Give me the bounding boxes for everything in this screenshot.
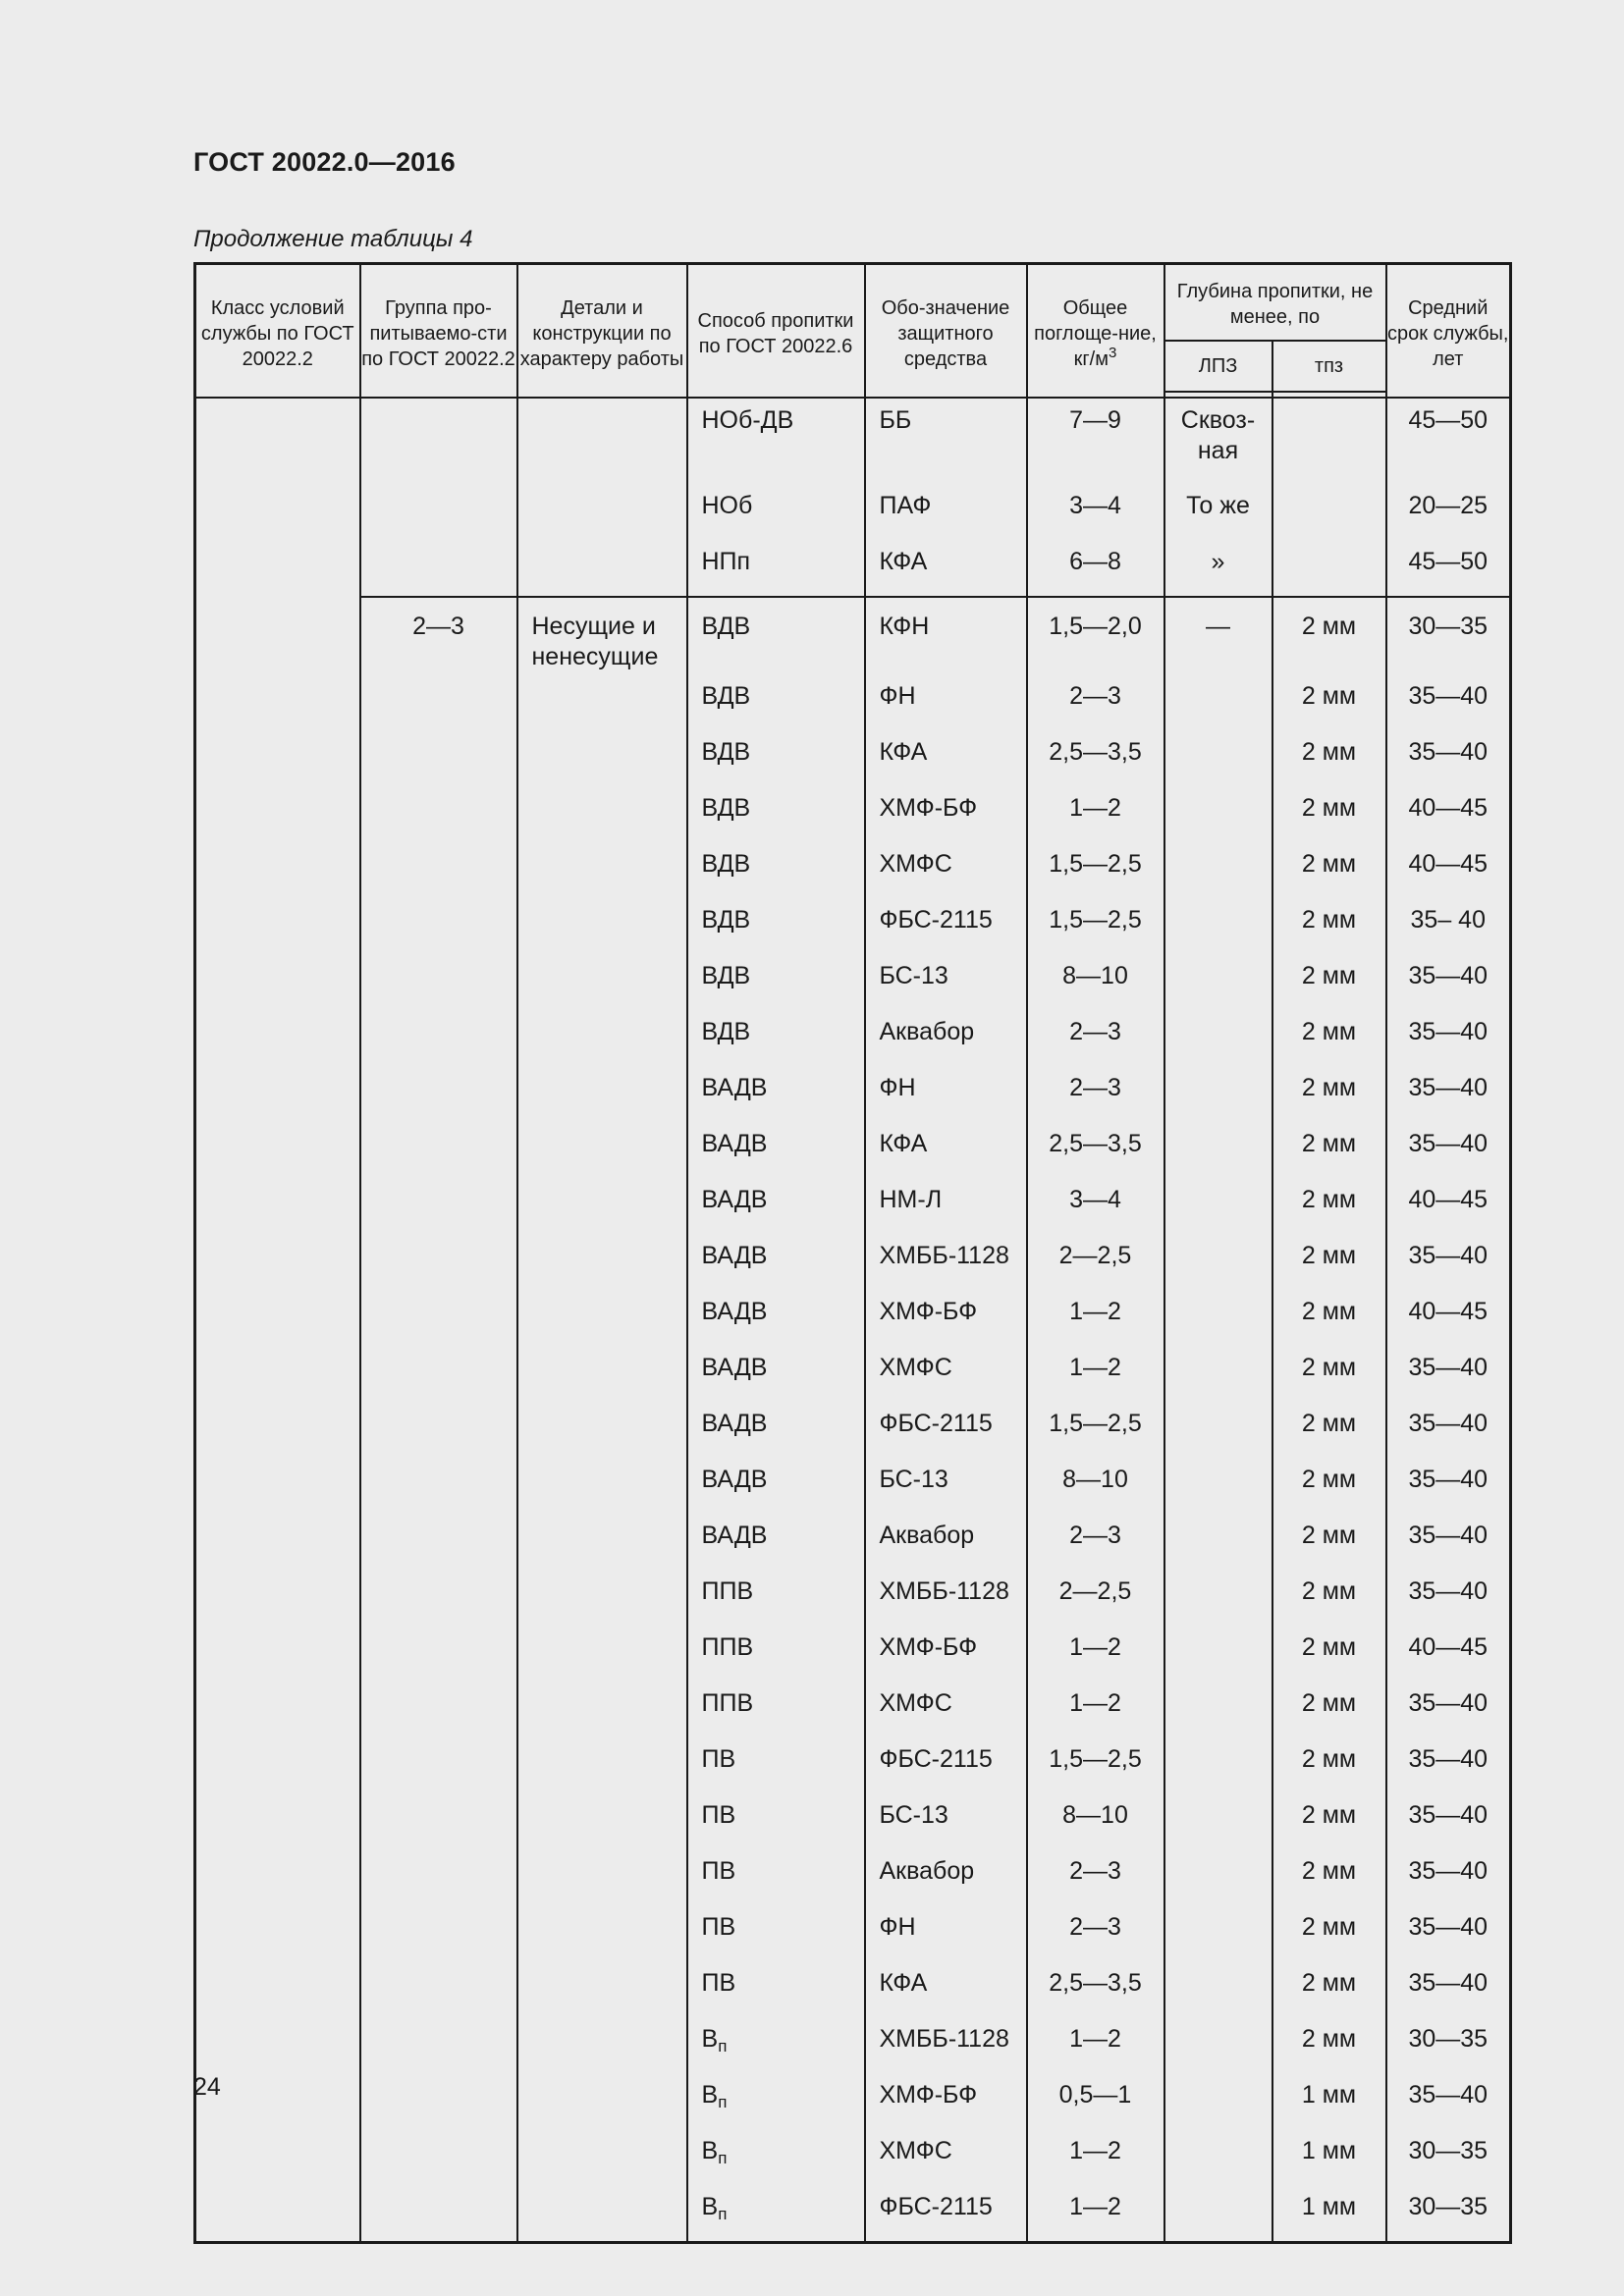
cell-depth-tpz: 2 мм	[1272, 1234, 1386, 1290]
cell-absorption: 8—10	[1027, 954, 1164, 1010]
cell-agent: ФБС-2115	[865, 898, 1027, 954]
cell-absorption: 2—3	[1027, 1066, 1164, 1122]
cell-depth-lpz	[1164, 1793, 1272, 1849]
cell-depth-lpz	[1164, 1514, 1272, 1570]
cell-depth-lpz	[1164, 2073, 1272, 2129]
cell-depth-tpz: 2 мм	[1272, 1514, 1386, 1570]
cell-agent: КФА	[865, 540, 1027, 597]
cell-depth-lpz	[1164, 1010, 1272, 1066]
cell-depth-lpz	[1164, 1626, 1272, 1682]
cell-agent: КФА	[865, 1961, 1027, 2017]
cell-agent: КФА	[865, 1122, 1027, 1178]
cell-agent: Аквабор	[865, 1514, 1027, 1570]
cell-service-life: 35—40	[1386, 1122, 1511, 1178]
cell-details: Несущие и ненесущие	[517, 597, 687, 2243]
cell-absorption: 1,5—2,5	[1027, 842, 1164, 898]
cell-method	[687, 1290, 865, 1346]
cell-agent: ХМББ-1128	[865, 1234, 1027, 1290]
cell-agent: ХМФ-БФ	[865, 786, 1027, 842]
cell-depth-lpz	[1164, 1737, 1272, 1793]
cell-method	[687, 1010, 865, 1066]
cell-service-life: 35—40	[1386, 1066, 1511, 1122]
cell-method	[687, 898, 865, 954]
cell-depth-lpz	[1164, 898, 1272, 954]
cell-method	[687, 2185, 865, 2243]
cell-absorption: 7—9	[1027, 398, 1164, 484]
cell-depth-lpz	[1164, 2185, 1272, 2243]
cell-agent: ФБС-2115	[865, 1402, 1027, 1458]
cell-absorption: 2,5—3,5	[1027, 1122, 1164, 1178]
cell-method-text: ВАДВ	[701, 1522, 768, 1549]
cell-depth-tpz: 2 мм	[1272, 730, 1386, 786]
cell-method-text: ПВ	[701, 1857, 736, 1885]
cell-absorption: 2,5—3,5	[1027, 730, 1164, 786]
cell-absorption: 8—10	[1027, 1458, 1164, 1514]
cell-service-life: 45—50	[1386, 398, 1511, 484]
cell-service-life: 40—45	[1386, 842, 1511, 898]
cell-depth-tpz	[1272, 398, 1386, 484]
cell-agent: ХМББ-1128	[865, 1570, 1027, 1626]
cell-absorption: 2—3	[1027, 1849, 1164, 1905]
cell-method	[687, 1793, 865, 1849]
cell-method-text: НОб	[701, 492, 753, 519]
cell-depth-tpz: 2 мм	[1272, 1178, 1386, 1234]
cell-depth-lpz	[1164, 1458, 1272, 1514]
cell-depth-lpz	[1164, 1178, 1272, 1234]
cell-depth-tpz: 2 мм	[1272, 1402, 1386, 1458]
cell-depth-lpz	[1164, 1682, 1272, 1737]
cell-depth-tpz: 2 мм	[1272, 1905, 1386, 1961]
table-header	[195, 264, 1511, 399]
header-impregnability-group: Группа про-питываемо-сти по ГОСТ 20022.2	[360, 264, 517, 393]
cell-agent: ФБС-2115	[865, 1737, 1027, 1793]
page-number: 24	[193, 2073, 221, 2101]
cell-method-text: ППВ	[701, 1577, 754, 1605]
cell-method-text: ВАДВ	[701, 1186, 768, 1213]
header-agent: Обо-значение защитного средства	[865, 264, 1027, 393]
cell-agent: ХМФ-БФ	[865, 1626, 1027, 1682]
cell-depth-lpz	[1164, 1122, 1272, 1178]
cell-depth-tpz: 2 мм	[1272, 1010, 1386, 1066]
cell-method	[687, 1905, 865, 1961]
cell-service-life: 40—45	[1386, 786, 1511, 842]
cell-absorption: 1,5—2,0	[1027, 597, 1164, 674]
cell-service-life: 35—40	[1386, 1234, 1511, 1290]
cell-agent: ФБС-2115	[865, 2185, 1027, 2243]
cell-method	[687, 1402, 865, 1458]
cell-depth-lpz	[1164, 1290, 1272, 1346]
cell-depth-tpz: 2 мм	[1272, 786, 1386, 842]
cell-absorption: 2,5—3,5	[1027, 1961, 1164, 2017]
cell-absorption: 2—2,5	[1027, 1234, 1164, 1290]
cell-method-text: ППВ	[701, 1633, 754, 1661]
cell-depth-lpz	[1164, 2017, 1272, 2073]
cell-method-text: ВДВ	[701, 738, 751, 766]
cell-service-life: 35—40	[1386, 954, 1511, 1010]
cell-method	[687, 1178, 865, 1234]
cell-depth-lpz	[1164, 1346, 1272, 1402]
header-absorption-text: Общее поглоще-ние, кг/м	[1034, 296, 1157, 370]
impregnation-table	[193, 262, 1512, 2244]
cell-agent: Аквабор	[865, 1849, 1027, 1905]
cell-service-life: 35—40	[1386, 2073, 1511, 2129]
cell-depth-lpz: То же	[1164, 484, 1272, 540]
cell-agent: БС-13	[865, 1793, 1027, 1849]
cell-service-life: 30—35	[1386, 2129, 1511, 2185]
cell-depth-lpz	[1164, 1402, 1272, 1458]
cell-method	[687, 674, 865, 730]
cell-depth-tpz: 2 мм	[1272, 954, 1386, 1010]
cell-depth-tpz: 2 мм	[1272, 1570, 1386, 1626]
cell-method-text: В	[701, 2081, 719, 2109]
cell-depth-tpz: 2 мм	[1272, 898, 1386, 954]
cell-method-text: ПВ	[701, 1913, 736, 1941]
cell-depth-tpz: 2 мм	[1272, 1066, 1386, 1122]
cell-depth-lpz	[1164, 2129, 1272, 2185]
cell-depth-lpz	[1164, 786, 1272, 842]
cell-method	[687, 730, 865, 786]
cell-method	[687, 954, 865, 1010]
table-row	[195, 398, 1511, 484]
cell-depth-lpz	[1164, 730, 1272, 786]
cell-method	[687, 1346, 865, 1402]
cell-absorption: 1—2	[1027, 786, 1164, 842]
cell-method	[687, 1234, 865, 1290]
cell-absorption: 2—3	[1027, 1905, 1164, 1961]
cell-method-text: ВАДВ	[701, 1354, 768, 1381]
cell-method	[687, 1682, 865, 1737]
cell-absorption: 1,5—2,5	[1027, 1737, 1164, 1793]
cell-service-life: 40—45	[1386, 1290, 1511, 1346]
cell-absorption: 2—3	[1027, 674, 1164, 730]
cell-method	[687, 1961, 865, 2017]
cell-method-text: ВАДВ	[701, 1242, 768, 1269]
cell-method-text: В	[701, 2193, 719, 2220]
cell-depth-lpz: Сквоз-ная	[1164, 398, 1272, 484]
cell-method-text: ПВ	[701, 1801, 736, 1829]
cell-method-text: В	[701, 2137, 719, 2164]
cell-depth-tpz: 2 мм	[1272, 1849, 1386, 1905]
cell-absorption: 6—8	[1027, 540, 1164, 597]
cell-agent: ХМФС	[865, 842, 1027, 898]
cell-absorption: 1—2	[1027, 1682, 1164, 1737]
cell-service-life: 30—35	[1386, 597, 1511, 674]
cell-agent: ФН	[865, 1905, 1027, 1961]
cell-service-life: 40—45	[1386, 1626, 1511, 1682]
cell-depth-lpz	[1164, 1849, 1272, 1905]
cell-method-text: ВДВ	[701, 962, 751, 989]
cell-depth-tpz: 2 мм	[1272, 1737, 1386, 1793]
cell-details	[517, 398, 687, 597]
cell-agent: ХМФ-БФ	[865, 1290, 1027, 1346]
cell-agent: ФН	[865, 1066, 1027, 1122]
cell-absorption: 1,5—2,5	[1027, 898, 1164, 954]
cell-depth-tpz	[1272, 540, 1386, 597]
cell-group	[360, 398, 517, 597]
cell-method	[687, 2017, 865, 2073]
cell-depth-tpz: 2 мм	[1272, 2017, 1386, 2073]
cell-depth-tpz: 2 мм	[1272, 674, 1386, 730]
cell-method-text: ВДВ	[701, 1018, 751, 1045]
cell-service-life: 35—40	[1386, 1905, 1511, 1961]
cell-depth-tpz: 2 мм	[1272, 1290, 1386, 1346]
cell-depth-tpz: 2 мм	[1272, 1346, 1386, 1402]
cell-method-text: НПп	[701, 548, 751, 575]
cell-method-text: ВДВ	[701, 613, 751, 640]
cell-agent: ХМФС	[865, 1346, 1027, 1402]
cell-absorption: 1—2	[1027, 1290, 1164, 1346]
cell-method	[687, 786, 865, 842]
cell-depth-lpz	[1164, 954, 1272, 1010]
cell-method-text: ППВ	[701, 1689, 754, 1717]
cell-agent: ПАФ	[865, 484, 1027, 540]
cell-method	[687, 1737, 865, 1793]
cell-absorption: 1—2	[1027, 2185, 1164, 2243]
cell-service-class	[195, 398, 360, 2243]
cell-agent: КФА	[865, 730, 1027, 786]
cell-depth-tpz: 2 мм	[1272, 1458, 1386, 1514]
cell-agent: НМ-Л	[865, 1178, 1027, 1234]
cell-depth-lpz	[1164, 1961, 1272, 2017]
cell-method-text: ВАДВ	[701, 1130, 768, 1157]
header-depth-tpz: тпз	[1272, 341, 1386, 392]
cell-group: 2—3	[360, 597, 517, 2243]
header-absorption-sup: 3	[1109, 344, 1117, 361]
cell-service-life: 20—25	[1386, 484, 1511, 540]
cell-service-life: 35—40	[1386, 1514, 1511, 1570]
cell-absorption: 3—4	[1027, 1178, 1164, 1234]
cell-method	[687, 1458, 865, 1514]
cell-absorption: 3—4	[1027, 484, 1164, 540]
cell-absorption: 2—3	[1027, 1514, 1164, 1570]
cell-depth-lpz	[1164, 674, 1272, 730]
cell-method-text: ВДВ	[701, 906, 751, 934]
cell-method	[687, 842, 865, 898]
cell-service-life: 45—50	[1386, 540, 1511, 597]
cell-absorption: 1—2	[1027, 1626, 1164, 1682]
cell-service-life: 35—40	[1386, 1402, 1511, 1458]
cell-method	[687, 2129, 865, 2185]
cell-depth-lpz	[1164, 1234, 1272, 1290]
cell-method	[687, 1849, 865, 1905]
cell-depth-tpz: 2 мм	[1272, 1626, 1386, 1682]
cell-depth-tpz: 2 мм	[1272, 1961, 1386, 2017]
header-depth-lpz: ЛПЗ	[1164, 341, 1272, 392]
cell-depth-tpz: 1 мм	[1272, 2185, 1386, 2243]
cell-depth-tpz: 2 мм	[1272, 1793, 1386, 1849]
cell-service-life: 35—40	[1386, 1458, 1511, 1514]
cell-depth-lpz: »	[1164, 540, 1272, 597]
header-absorption	[1027, 264, 1164, 393]
cell-agent: БС-13	[865, 954, 1027, 1010]
document-title: ГОСТ 20022.0—2016	[193, 147, 456, 177]
cell-method	[687, 1570, 865, 1626]
table-body	[195, 398, 1511, 2243]
cell-absorption: 2—2,5	[1027, 1570, 1164, 1626]
cell-method	[687, 1514, 865, 1570]
table-continuation-caption: Продолжение таблицы 4	[193, 226, 473, 252]
cell-method-text: ВДВ	[701, 682, 751, 710]
cell-service-life: 30—35	[1386, 2017, 1511, 2073]
cell-method-text: ВДВ	[701, 850, 751, 878]
cell-service-life: 35—40	[1386, 1682, 1511, 1737]
cell-absorption: 1—2	[1027, 2129, 1164, 2185]
cell-depth-lpz	[1164, 1905, 1272, 1961]
cell-method-text: В	[701, 2025, 719, 2053]
header-details: Детали и конструкции по характеру работы	[517, 264, 687, 393]
cell-service-life: 40—45	[1386, 1178, 1511, 1234]
cell-agent: ХМФ-БФ	[865, 2073, 1027, 2129]
cell-agent: ХМББ-1128	[865, 2017, 1027, 2073]
cell-depth-tpz: 1 мм	[1272, 2073, 1386, 2129]
cell-agent: БС-13	[865, 1458, 1027, 1514]
cell-method-subscript: п	[718, 2093, 728, 2111]
cell-method	[687, 1066, 865, 1122]
cell-service-life: 35—40	[1386, 730, 1511, 786]
cell-method-text: ПВ	[701, 1745, 736, 1773]
cell-service-life: 35—40	[1386, 1737, 1511, 1793]
header-service-class: Класс условий службы по ГОСТ 20022.2	[195, 264, 360, 393]
cell-method	[687, 597, 865, 674]
cell-service-life: 35—40	[1386, 1010, 1511, 1066]
cell-depth-lpz	[1164, 1066, 1272, 1122]
cell-method	[687, 1626, 865, 1682]
cell-depth-lpz: —	[1164, 597, 1272, 674]
header-method: Способ пропитки по ГОСТ 20022.6	[687, 264, 865, 393]
cell-depth-tpz: 2 мм	[1272, 842, 1386, 898]
cell-depth-lpz	[1164, 1570, 1272, 1626]
cell-service-life: 35—40	[1386, 1346, 1511, 1402]
cell-method-subscript: п	[718, 2205, 728, 2223]
cell-depth-tpz: 2 мм	[1272, 1682, 1386, 1737]
cell-method-text: ВАДВ	[701, 1410, 768, 1437]
cell-method	[687, 484, 865, 540]
cell-depth-tpz	[1272, 484, 1386, 540]
cell-method-text: ВДВ	[701, 794, 751, 822]
cell-depth-lpz	[1164, 842, 1272, 898]
cell-absorption: 8—10	[1027, 1793, 1164, 1849]
cell-service-life: 35—40	[1386, 674, 1511, 730]
cell-agent: ФН	[865, 674, 1027, 730]
cell-service-life: 35—40	[1386, 1849, 1511, 1905]
header-depth: Глубина пропитки, не менее, по	[1164, 264, 1386, 342]
cell-method-text: ПВ	[701, 1969, 736, 1997]
cell-method	[687, 1122, 865, 1178]
cell-absorption: 0,5—1	[1027, 2073, 1164, 2129]
cell-agent: ХМФС	[865, 2129, 1027, 2185]
cell-method	[687, 540, 865, 597]
cell-absorption: 1,5—2,5	[1027, 1402, 1164, 1458]
cell-method-text: ВАДВ	[701, 1466, 768, 1493]
cell-agent: ХМФС	[865, 1682, 1027, 1737]
cell-agent: КФН	[865, 597, 1027, 674]
cell-absorption: 1—2	[1027, 2017, 1164, 2073]
cell-method-subscript: п	[718, 2149, 728, 2167]
header-service-life: Средний срок службы, лет	[1386, 264, 1511, 393]
cell-agent: ББ	[865, 398, 1027, 484]
cell-depth-tpz: 2 мм	[1272, 597, 1386, 674]
cell-service-life: 35—40	[1386, 1570, 1511, 1626]
cell-method-text: ВАДВ	[701, 1074, 768, 1101]
cell-absorption: 1—2	[1027, 1346, 1164, 1402]
cell-service-life: 35– 40	[1386, 898, 1511, 954]
cell-service-life: 30—35	[1386, 2185, 1511, 2243]
cell-service-life: 35—40	[1386, 1961, 1511, 2017]
cell-method-subscript: п	[718, 2037, 728, 2056]
cell-depth-tpz: 2 мм	[1272, 1122, 1386, 1178]
cell-method	[687, 2073, 865, 2129]
cell-service-life: 35—40	[1386, 1793, 1511, 1849]
cell-method-text: НОб-ДВ	[701, 406, 794, 434]
cell-method	[687, 398, 865, 484]
table-row	[195, 597, 1511, 674]
cell-depth-tpz: 1 мм	[1272, 2129, 1386, 2185]
cell-agent: Аквабор	[865, 1010, 1027, 1066]
cell-absorption: 2—3	[1027, 1010, 1164, 1066]
cell-method-text: ВАДВ	[701, 1298, 768, 1325]
